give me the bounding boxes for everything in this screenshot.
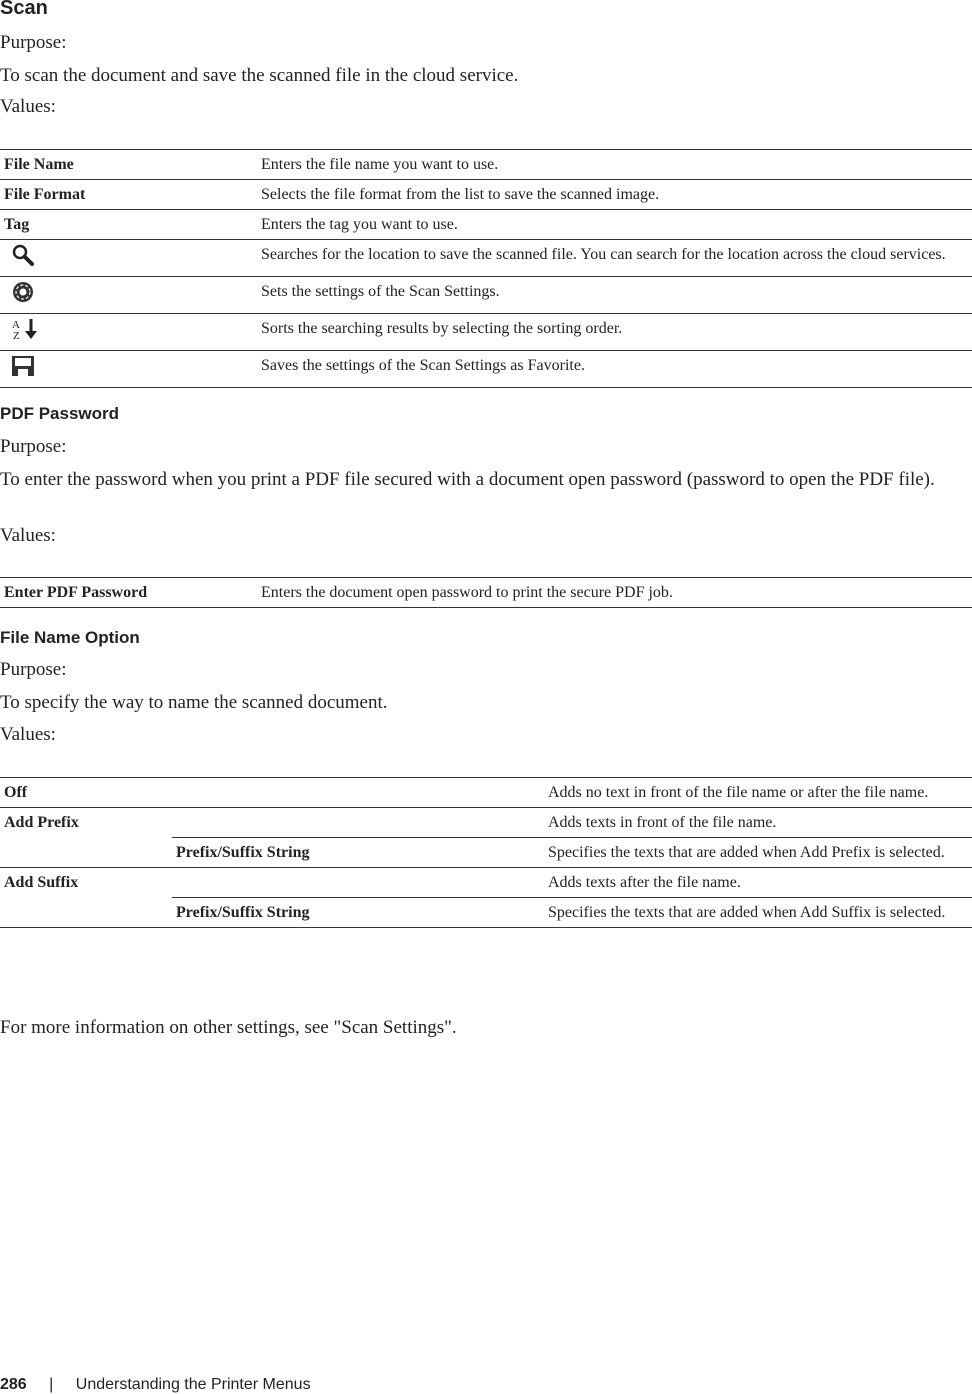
file-name-option-purpose-text: To specify the way to name the scanned document. bbox=[0, 692, 388, 713]
row-key: Add Suffix bbox=[0, 868, 172, 928]
file-name-option-purpose-label: Purpose: bbox=[0, 659, 67, 680]
row-desc: Adds texts in front of the file name. bbox=[544, 808, 972, 838]
row-key: Tag bbox=[0, 210, 257, 240]
row-key: Add Prefix bbox=[0, 808, 172, 868]
row-desc: Enters the tag you want to use. bbox=[257, 210, 972, 240]
row-desc: Sorts the searching results by selecting the sorting order. bbox=[257, 314, 972, 351]
pdf-password-purpose-text: To enter the password when you print a PDF file secured with a document open password (password to open the PDF file). bbox=[0, 469, 935, 490]
file-name-option-values-label: Values: bbox=[0, 724, 56, 745]
chapter-title: Understanding the Printer Menus bbox=[75, 1376, 311, 1393]
row-desc: Sets the settings of the Scan Settings. bbox=[257, 277, 972, 314]
row-desc: Saves the settings of the Scan Settings as Favorite. bbox=[257, 351, 972, 388]
sort-az-icon bbox=[10, 318, 38, 340]
table-row bbox=[0, 150, 972, 180]
row-desc: Searches for the location to save the scanned file. You can search for the location across the cloud services. bbox=[257, 240, 972, 277]
scan-purpose-text: To scan the document and save the scanned file in the cloud service. bbox=[0, 65, 519, 86]
row-key: Enter PDF Password bbox=[0, 578, 257, 608]
table-row bbox=[0, 210, 972, 240]
svg-text:A: A bbox=[12, 319, 20, 331]
table-row bbox=[0, 808, 972, 838]
row-key: File Format bbox=[0, 180, 257, 210]
row-desc: Adds texts after the file name. bbox=[544, 868, 972, 898]
row-desc: Adds no text in front of the file name or after the file name. bbox=[544, 778, 972, 808]
table-row bbox=[0, 180, 972, 210]
row-subkey: Prefix/Suffix String bbox=[172, 838, 544, 868]
table-row bbox=[0, 314, 972, 351]
table-row bbox=[0, 277, 972, 314]
page-footer bbox=[0, 1376, 311, 1394]
scan-heading: Scan bbox=[0, 0, 48, 19]
row-desc: Specifies the texts that are added when Add Prefix is selected. bbox=[544, 838, 972, 868]
save-icon bbox=[10, 355, 38, 377]
scan-values-label: Values: bbox=[0, 96, 56, 117]
table-row bbox=[0, 778, 972, 808]
scan-purpose-label: Purpose: bbox=[0, 32, 67, 53]
file-name-option-values-table bbox=[0, 777, 972, 928]
row-subkey: Prefix/Suffix String bbox=[172, 898, 544, 928]
table-row bbox=[0, 351, 972, 388]
pdf-password-purpose-label: Purpose: bbox=[0, 436, 67, 457]
table-row bbox=[0, 240, 972, 277]
search-icon bbox=[10, 244, 38, 266]
row-desc: Enters the file name you want to use. bbox=[257, 150, 972, 180]
file-name-option-heading: File Name Option bbox=[0, 628, 140, 647]
svg-text:Z: Z bbox=[13, 330, 20, 340]
table-row bbox=[0, 868, 972, 898]
scan-values-table bbox=[0, 149, 972, 388]
gear-icon bbox=[10, 281, 38, 303]
pdf-password-values-table bbox=[0, 577, 972, 608]
row-desc: Specifies the texts that are added when Add Suffix is selected. bbox=[544, 898, 972, 928]
row-key: File Name bbox=[0, 150, 257, 180]
pdf-password-heading: PDF Password bbox=[0, 404, 120, 423]
footer-separator: | bbox=[49, 1376, 54, 1393]
table-row bbox=[0, 578, 972, 608]
row-desc: Selects the file format from the list to save the scanned image. bbox=[257, 180, 972, 210]
row-key: Off bbox=[0, 778, 544, 808]
page-number: 286 bbox=[0, 1376, 27, 1393]
pdf-password-values-label: Values: bbox=[0, 525, 56, 546]
row-desc: Enters the document open password to print the secure PDF job. bbox=[257, 578, 972, 608]
closing-note: For more information on other settings, see "Scan Settings". bbox=[0, 1017, 457, 1038]
